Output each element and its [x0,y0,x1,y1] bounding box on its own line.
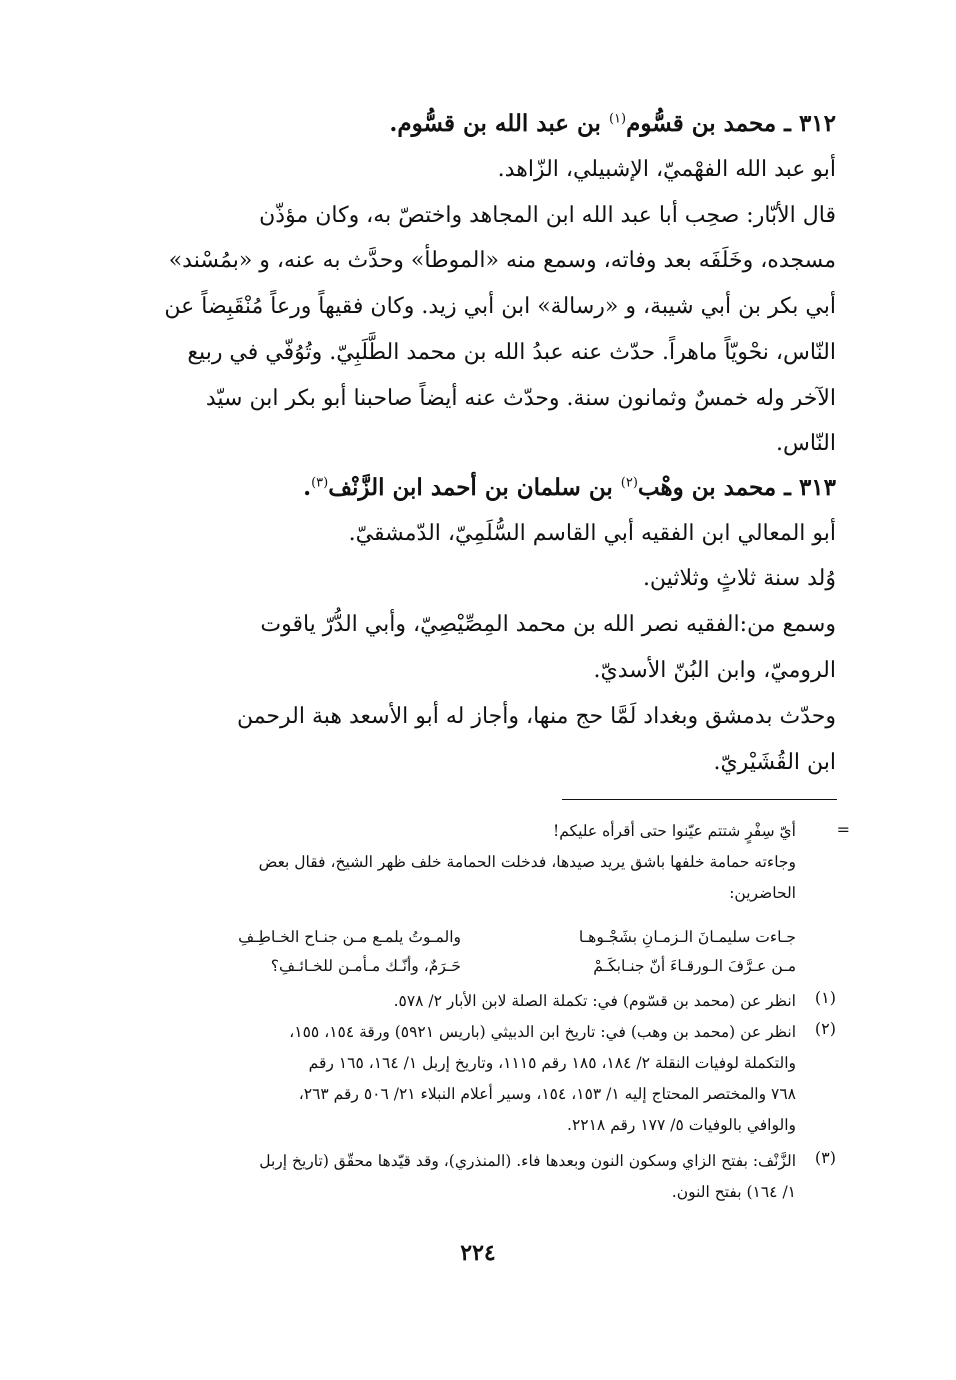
footnote-2-line-2: والتكملة لوفيات النقلة ٢/ ١٨٤، ١٨٥ رقم ١١١٥، وتاريخ إربل ١/ ١٦٤، ١٦٥ رقم [308,1054,796,1072]
footnote-2-number: (٢) [814,1019,836,1038]
footnote-ref-3: (٣) [311,475,329,491]
entry-313-title: ٣١٣ ـ محمد بن وهْب [637,474,836,501]
entry-312-heading [136,102,836,146]
footnote-3-line-2: ١/ ١٦٤) بفتح النون. [671,1183,796,1201]
footnote-continuation-line-2: وجاءته حمامة خلفها باشق يريد صيدها، فدخلت الحمامة خلف ظهر الشيخ، فقال بعض [258,853,796,871]
page-number: ٢٢٤ [460,1240,496,1266]
entry-313-narrated-line-1: وحدّث بدمشق وبغداد لَمَّا حج منها، وأجاز له أبو الأسعد هبة الرحمن [236,704,836,729]
footnote-continuation-line-3: الحاضرين: [729,884,796,902]
entry-312-line-4: النّاس، نحْويّاً ماهراً. حدّث عنه عبدُ الله بن محمد الطَّلَبِيّ. وتُوُفّي في ربيع [187,340,836,365]
entry-313-kunya: أبو المعالي ابن الفقيه أبي القاسم السُّلَمِيّ، الدّمشقيّ. [348,521,836,546]
entry-313-birth: وُلد سنة ثلاثٍ وثلاثين. [642,566,836,591]
entry-313-title-rest: بن سلمان بن أحمد ابن الزَّنْف [328,474,621,501]
verse-1-first-hemistich: جـاءت سليمـانَ الـزمـانِ بشَجْـوهـا [578,928,796,946]
footnote-ref-2: (٢) [620,475,638,491]
footnote-2-line-4: والوافي بالوفيات ٥/ ١٧٧ رقم ٢٢١٨. [567,1116,796,1134]
entry-313-heard-line-2: الروميّ، وابن البُنّ الأسديّ. [593,658,836,683]
verse-1-second-hemistich: والمـوتُ يلمـع مـن جنـاح الخـاطِـفِ [238,928,461,946]
entry-313-heading [136,466,836,510]
footnote-3-line-1: الزَّنْف: بفتح الزاي وسكون النون وبعدها فاء. (المنذري)، وقد قيّدها محقّق (تاريخ إربل [259,1152,796,1170]
verse-2-second-hemistich: حَـرَمٌ، وأنّـك مـأمـن للخـائـفِ؟ [270,957,461,975]
footnote-separator [562,799,837,800]
verse-2-first-hemistich: مـن عـرَّفَ الـورقـاءَ أنّ جنـابكَـمْ [593,957,796,975]
footnote-2-line-1: انظر عن (محمد بن وهب) في: تاريخ ابن الدبيثي (باريس ٥٩٢١) ورقة ١٥٤، ١٥٥، [289,1023,796,1041]
footnote-1-line-1: انظر عن (محمد بن قسّوم) في: تكملة الصلة لابن الأبار ٢/ ٥٧٨. [393,992,796,1010]
footnote-ref-1: (١) [608,111,627,127]
entry-312-line-3: أبي بكر بن أبي شيبة، و «رسالة» ابن أبي زيد. وكان فقيهاً ورعاً مُنْقَبِضاً عن [164,294,836,319]
entry-312-title: ٣١٢ ـ محمد بن قسُّوم [626,110,836,137]
entry-312-line-5: الآخر وله خمسٌ وثمانون سنة. وحدّث عنه أيضاً صاحبنا أبو بكر ابن سيّد [205,386,836,411]
entry-313-title-end: . [303,474,312,501]
entry-312-line-2: مسجده، وخَلَفَه بعد وفاته، وسمع منه «الموطأ» وحدَّث به عنه، و «بمُسْند» [168,248,836,273]
continuation-mark: = [836,820,850,839]
entry-313-heard-line-1: وسمع من:الفقيه نصر الله بن محمد المِصِّيْصِيّ، وأبي الدُّرّ ياقوت [260,612,836,637]
entry-312-line-6: النّاس. [775,431,836,456]
footnote-1-number: (١) [814,988,836,1007]
footnote-3-number: (٣) [814,1148,836,1167]
footnote-continuation-line-1: أيّ سِفْرٍ شتتم عيّنوا حتى أقرأه عليكم! [553,822,796,840]
entry-313-narrated-line-2: ابن القُشَيْريّ. [713,750,836,775]
entry-312-line-1: قال الأبّار: صحِب أبا عبد الله ابن المجاهد واختصّ به، وكان مؤذّن [259,203,836,228]
entry-312-title-rest: بن عبد الله بن قسُّوم. [389,110,609,137]
entry-312-kunya: أبو عبد الله الفهْميّ، الإشبيلي، الزّاهد. [497,157,836,182]
footnote-2-line-3: ٧٦٨ والمختصر المحتاج إليه ١/ ١٥٣، ١٥٤، وسير أعلام النبلاء ٢١/ ٥٠٦ رقم ٢٦٣، [298,1085,796,1103]
